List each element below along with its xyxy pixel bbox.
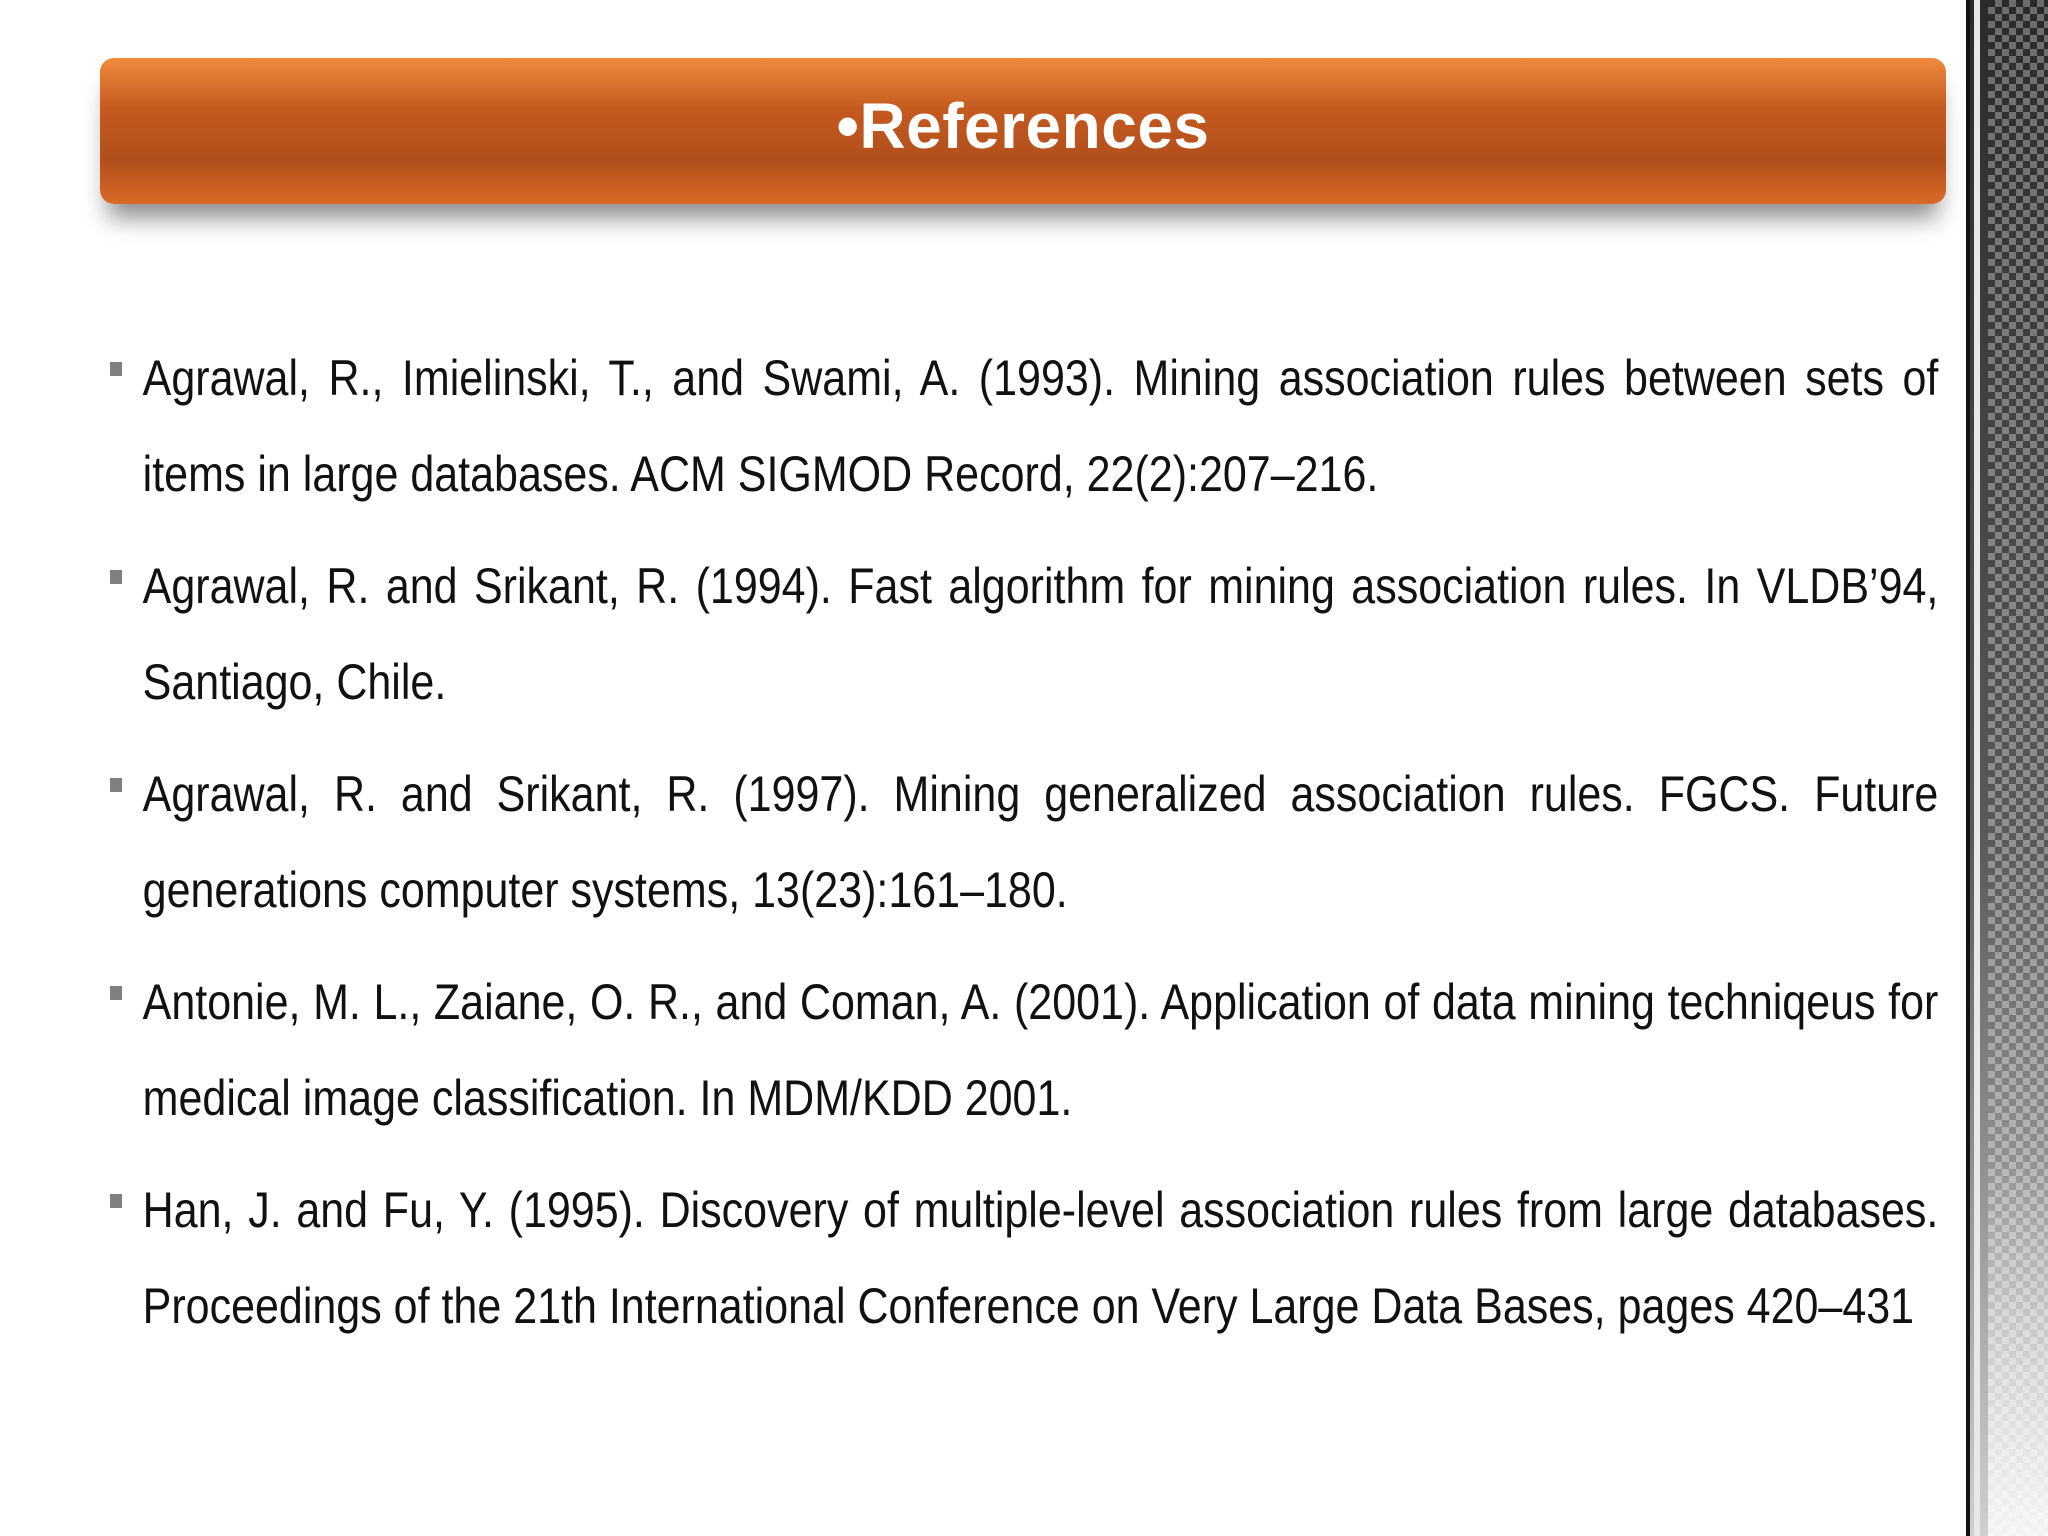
reference-text: Agrawal, R., Imielinski, T., and Swami, A. (1993). Mining association rules between sets of items in large databases. ACM SIGMOD Record, 22(2):207–216. bbox=[142, 350, 1939, 502]
square-bullet-icon bbox=[110, 986, 122, 1000]
references-list bbox=[110, 330, 1939, 1370]
decorative-side-strip bbox=[1966, 0, 2048, 1536]
square-bullet-icon bbox=[110, 778, 122, 792]
square-bullet-icon bbox=[110, 1194, 122, 1208]
reference-text: Antonie, M. L., Zaiane, O. R., and Coman, A. (2001). Application of data mining techniqeus for medical image classification. In MDM/KDD 2001. bbox=[142, 974, 1939, 1126]
reference-text: Agrawal, R. and Srikant, R. (1997). Mining generalized association rules. FGCS. Future generations computer systems, 13(23):161–180. bbox=[142, 766, 1939, 918]
strip-light-line bbox=[1974, 0, 1980, 1536]
square-bullet-icon bbox=[110, 570, 122, 584]
reference-text: Agrawal, R. and Srikant, R. (1994). Fast algorithm for mining association rules. In VLDB’94, Santiago, Chile. bbox=[142, 558, 1939, 710]
reference-item bbox=[110, 746, 1938, 938]
strip-dark-line bbox=[1966, 0, 1970, 1536]
title-banner bbox=[100, 58, 1946, 204]
square-bullet-icon bbox=[110, 362, 122, 376]
reference-text: Han, J. and Fu, Y. (1995). Discovery of multiple-level association rules from large databases. Proceedings of the 21th International Conference on Very Large Data Bases, pages 420–431 bbox=[142, 1182, 1939, 1334]
reference-item bbox=[110, 954, 1938, 1146]
reference-item bbox=[110, 538, 1938, 730]
strip-fade bbox=[1988, 1156, 2048, 1536]
reference-item bbox=[110, 330, 1938, 522]
slide-title: •References bbox=[836, 90, 1210, 162]
reference-item bbox=[110, 1162, 1938, 1354]
